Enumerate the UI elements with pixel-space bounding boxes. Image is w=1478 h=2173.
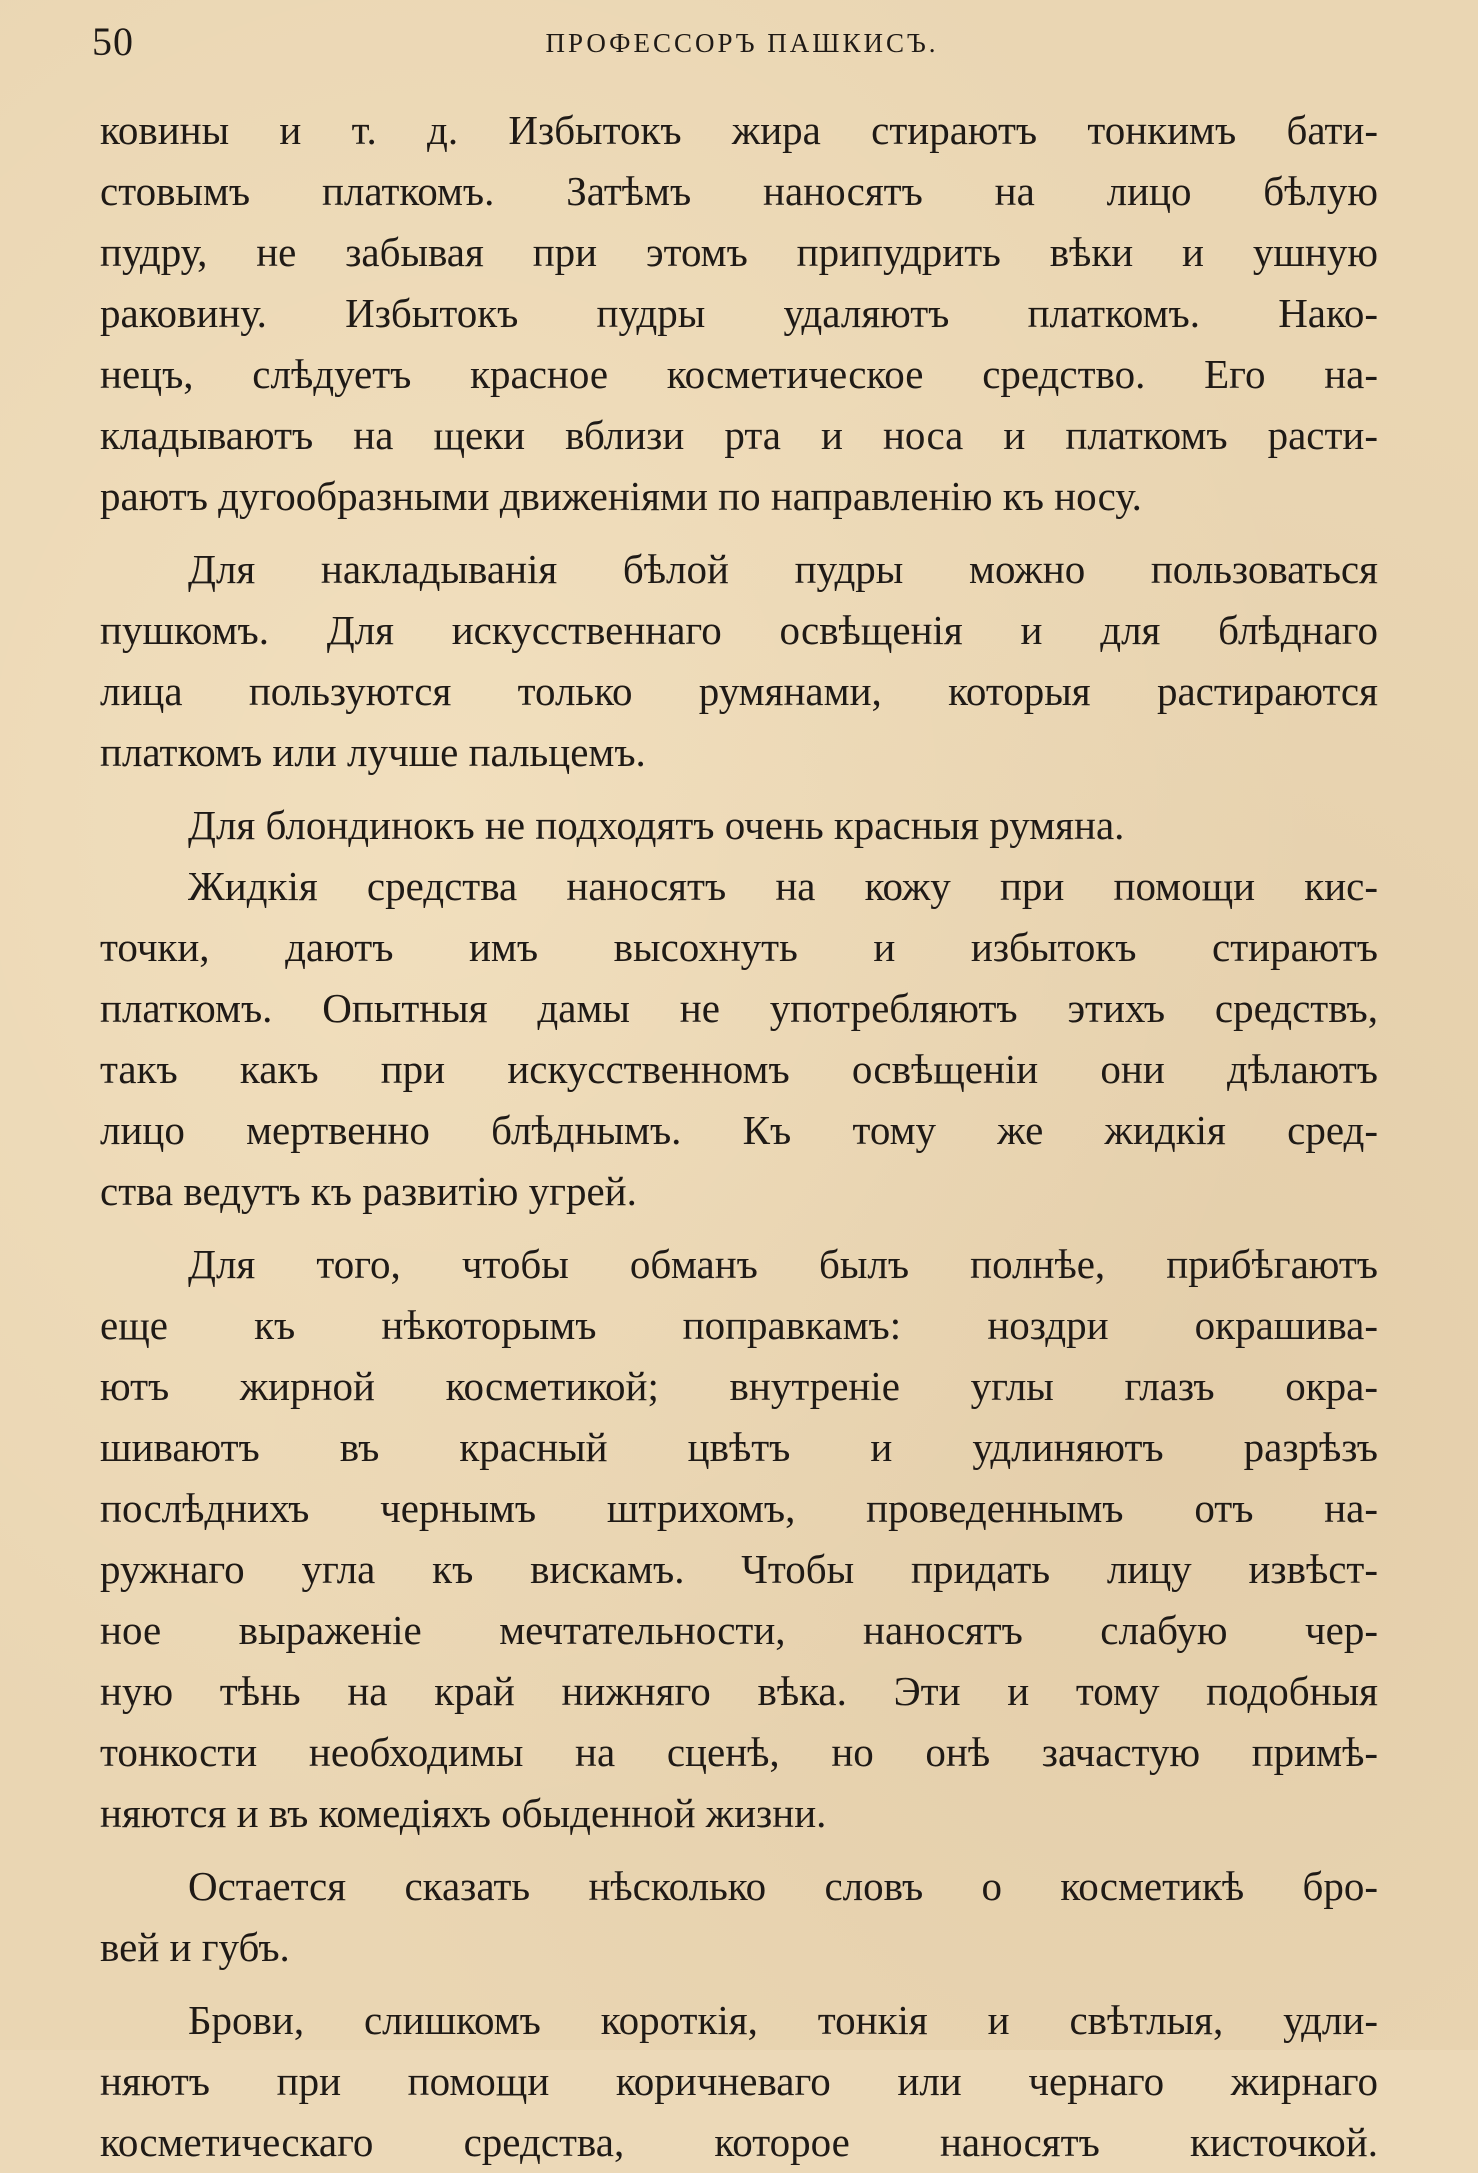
text-line: ружнаго угла къ вискамъ. Чтобы придать лицу извѣст- (100, 1546, 1378, 1592)
page-number: 50 (92, 19, 134, 64)
text-line: раютъ дугообразными движеніями по направленію къ носу. (100, 473, 1142, 519)
text-line: тонкости необходимы на сценѣ, но онѣ зачастую примѣ- (100, 1729, 1378, 1775)
text-line: Для накладыванія бѣлой пудры можно пользоваться (188, 546, 1378, 592)
text-line: вей и губъ. (100, 1924, 290, 1970)
paragraph (100, 539, 1378, 783)
text-line: Жидкія средства наносятъ на кожу при помощи кис- (188, 863, 1378, 909)
text-line: послѣднихъ чернымъ штрихомъ, проведеннымъ отъ на- (100, 1485, 1378, 1531)
text-line: Брови, слишкомъ короткія, тонкія и свѣтлыя, удли- (188, 1997, 1378, 2043)
text-line: нецъ, слѣдуетъ красное косметическое средство. Его на- (100, 351, 1378, 397)
text-line: ное выраженіе мечтательности, наносятъ слабую чер- (100, 1607, 1378, 1653)
paragraph (100, 100, 1378, 527)
text-line: лицо мертвенно блѣднымъ. Къ тому же жидкія сред- (100, 1107, 1378, 1153)
text-line: няются и въ комедіяхъ обыденной жизни. (100, 1790, 827, 1836)
text-line: ковины и т. д. Избытокъ жира стираютъ тонкимъ бати- (100, 107, 1378, 153)
text-line: раковину. Избытокъ пудры удаляютъ платкомъ. Нако- (100, 290, 1378, 336)
paragraph (100, 1234, 1378, 1844)
text-line: лица пользуются только румянами, которыя растираются (100, 668, 1378, 714)
text-line: платкомъ. Опытныя дамы не употребляютъ этихъ средствъ, (100, 985, 1378, 1031)
text-line: ства ведутъ къ развитію угрей. (100, 1168, 637, 1214)
text-line: кладываютъ на щеки вблизи рта и носа и платкомъ расти- (100, 412, 1378, 458)
text-line: косметическаго средства, которое наносятъ кисточкой. (100, 2119, 1378, 2165)
text-line: Для блондинокъ не подходятъ очень красныя румяна. (188, 802, 1125, 848)
text-line: еще къ нѣкоторымъ поправкамъ: ноздри окрашива- (100, 1302, 1378, 1348)
text-line: шиваютъ въ красный цвѣтъ и удлиняютъ разрѣзъ (100, 1424, 1378, 1470)
text-line: Для того, чтобы обманъ былъ полнѣе, прибѣгаютъ (188, 1241, 1378, 1287)
paragraph (100, 856, 1378, 1222)
text-line: точки, даютъ имъ высохнуть и избытокъ стираютъ (100, 924, 1378, 970)
text-line: пушкомъ. Для искусственнаго освѣщенія и для блѣднаго (100, 607, 1378, 653)
text-line: такъ какъ при искусственномъ освѣщеніи они дѣлаютъ (100, 1046, 1378, 1092)
text-line: пудру, не забывая при этомъ припудрить вѣки и ушную (100, 229, 1378, 275)
text-line: платкомъ или лучше пальцемъ. (100, 729, 646, 775)
paragraph (100, 1856, 1378, 1978)
page-header (92, 18, 1392, 78)
text-line: Остается сказать нѣсколько словъ о косметикѣ бро- (188, 1863, 1378, 1909)
text-line: ную тѣнь на край нижняго вѣка. Эти и тому подобныя (100, 1668, 1378, 1714)
text-line: ютъ жирной косметикой; внутреніе углы глазъ окра- (100, 1363, 1378, 1409)
paragraph (100, 795, 1378, 856)
text-line: стовымъ платкомъ. Затѣмъ наносятъ на лицо бѣлую (100, 168, 1378, 214)
text-line: няютъ при помощи коричневаго или чернаго жирнаго (100, 2058, 1378, 2104)
body-text (100, 100, 1378, 2173)
running-title: ПРОФЕССОРЪ ПАШКИСЪ. (545, 28, 939, 58)
paragraph (100, 1990, 1378, 2173)
